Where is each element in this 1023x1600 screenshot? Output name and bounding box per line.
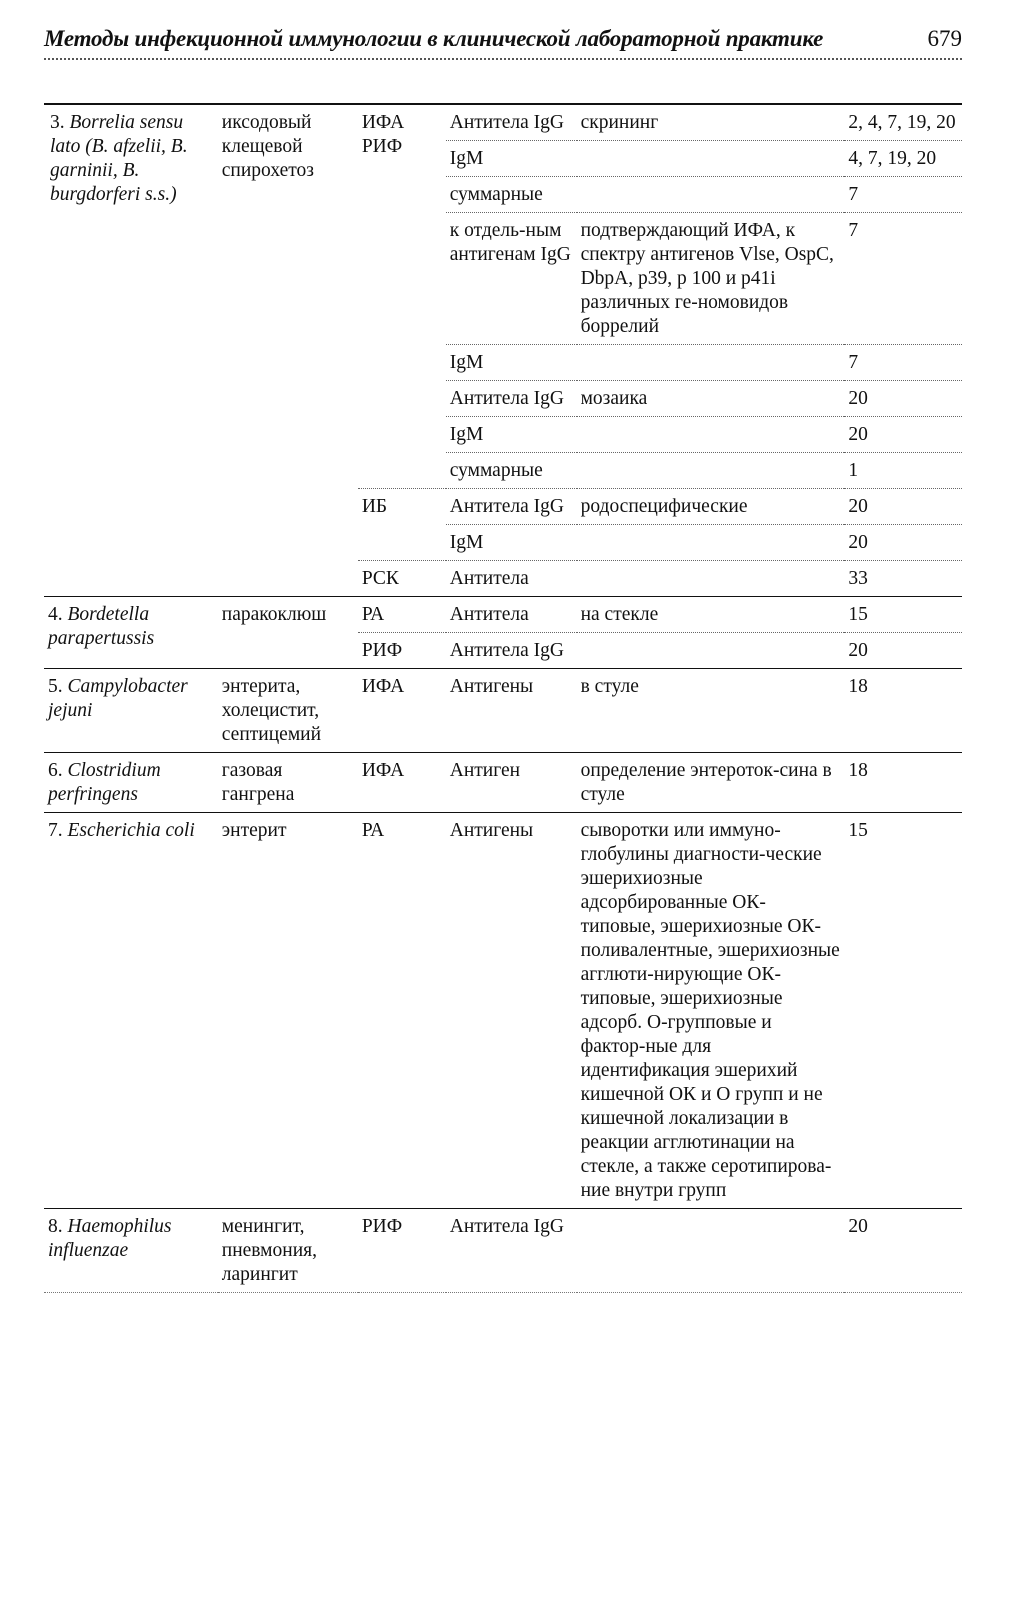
reference-cell: 20 bbox=[844, 1209, 962, 1293]
reference-cell: 33 bbox=[844, 561, 962, 597]
reference-cell: 1 bbox=[844, 453, 962, 489]
reference-cell: 4, 7, 19, 20 bbox=[844, 141, 962, 177]
disease-cell: менингит, пневмония, ларингит bbox=[218, 1209, 358, 1293]
organism-cell: 7. Escherichia coli bbox=[44, 813, 218, 1209]
disease-cell: газовая гангрена bbox=[218, 753, 358, 813]
target-cell: Антиген bbox=[446, 753, 577, 813]
method-cell: ИБ bbox=[358, 489, 446, 561]
target-cell: суммарные bbox=[446, 453, 577, 489]
organism-cell: 3. Borrelia sensu lato (B. afzelii, B. garninii, B. burgdorferi s.s.) bbox=[44, 104, 218, 597]
note-cell bbox=[577, 453, 845, 489]
target-cell: к отдель-ным антигенам IgG bbox=[446, 213, 577, 345]
target-cell: Антигены bbox=[446, 669, 577, 753]
target-cell: Антитела IgG bbox=[446, 633, 577, 669]
target-cell: Антитела IgG bbox=[446, 489, 577, 525]
note-cell: определение энтероток-сина в стуле bbox=[577, 753, 845, 813]
note-cell bbox=[577, 141, 845, 177]
header-divider bbox=[44, 58, 962, 60]
note-cell bbox=[577, 417, 845, 453]
target-cell: Антитела bbox=[446, 597, 577, 633]
reference-cell: 20 bbox=[844, 381, 962, 417]
note-cell bbox=[577, 525, 845, 561]
method-cell: РИФ bbox=[358, 1209, 446, 1293]
organism-name: Escherichia coli bbox=[67, 820, 195, 841]
disease-cell: энтерита, холецистит, септицемий bbox=[218, 669, 358, 753]
reference-cell: 7 bbox=[844, 213, 962, 345]
target-cell: IgM bbox=[446, 345, 577, 381]
target-cell: IgM bbox=[446, 141, 577, 177]
organism-cell: 8. Haemophilus influenzae bbox=[44, 1209, 218, 1293]
note-cell: сыворотки или иммуно-глобулины диагности-ческие эшерихиозные адсорбированные ОК-типовые, эшерихиозные ОК-поливалентные, эшерихиозные агглюти-нирующие ОК-типовые, эшерихиозные адсорб. О-групповые и фактор-ные для идентификация эшерихий кишечной ОК и О групп и не кишечной локализации в реакции агглютинации на стекле, а также серотипирова-ние внутри групп bbox=[577, 813, 845, 1209]
method-cell: РА bbox=[358, 813, 446, 1209]
reference-cell: 7 bbox=[844, 345, 962, 381]
table-row bbox=[44, 753, 962, 813]
method-cell: РА bbox=[358, 597, 446, 633]
reference-cell: 20 bbox=[844, 525, 962, 561]
table-row bbox=[44, 104, 962, 141]
reference-cell: 18 bbox=[844, 669, 962, 753]
note-cell bbox=[577, 633, 845, 669]
note-cell: в стуле bbox=[577, 669, 845, 753]
note-cell bbox=[577, 177, 845, 213]
note-cell: скрининг bbox=[577, 104, 845, 141]
table-row bbox=[44, 813, 962, 1209]
note-cell bbox=[577, 345, 845, 381]
reference-cell: 15 bbox=[844, 813, 962, 1209]
target-cell: IgM bbox=[446, 417, 577, 453]
target-cell: суммарные bbox=[446, 177, 577, 213]
reference-cell: 20 bbox=[844, 633, 962, 669]
page-header bbox=[44, 26, 962, 66]
note-cell bbox=[577, 561, 845, 597]
method-cell: ИФА bbox=[358, 669, 446, 753]
target-cell: Антигены bbox=[446, 813, 577, 1209]
target-cell: Антитела bbox=[446, 561, 577, 597]
method-cell: ИФА РИФ bbox=[358, 104, 446, 489]
target-cell: Антитела IgG bbox=[446, 104, 577, 141]
methods-table bbox=[44, 103, 962, 1293]
organism-name: Borrelia sensu lato (B. afzelii, B. garninii, B. burgdorferi s.s.) bbox=[50, 112, 188, 205]
organism-name: Bordetella parapertussis bbox=[48, 604, 155, 649]
target-cell: IgM bbox=[446, 525, 577, 561]
method-cell: РСК bbox=[358, 561, 446, 597]
reference-cell: 2, 4, 7, 19, 20 bbox=[844, 104, 962, 141]
organism-cell: 4. Bordetella parapertussis bbox=[44, 597, 218, 669]
target-cell: Антитела IgG bbox=[446, 1209, 577, 1293]
method-cell: ИФА bbox=[358, 753, 446, 813]
page-number: 679 bbox=[927, 26, 962, 51]
reference-cell: 7 bbox=[844, 177, 962, 213]
table-row bbox=[44, 597, 962, 633]
organism-name: Campylobacter jejuni bbox=[48, 676, 188, 721]
organism-cell: 5. Campylobacter jejuni bbox=[44, 669, 218, 753]
note-cell: подтверждающий ИФА, к спектру антигенов Vlse, OspC, DbpA, p39, p 100 и p41i различных ге-номовидов боррелий bbox=[577, 213, 845, 345]
disease-cell: энтерит bbox=[218, 813, 358, 1209]
organism-name: Clostridium perfringens bbox=[48, 760, 161, 805]
reference-cell: 15 bbox=[844, 597, 962, 633]
table-row bbox=[44, 1209, 962, 1293]
note-cell: на стекле bbox=[577, 597, 845, 633]
reference-cell: 20 bbox=[844, 417, 962, 453]
reference-cell: 20 bbox=[844, 489, 962, 525]
table-row bbox=[44, 669, 962, 753]
running-title: Методы инфекционной иммунологии в клинической лабораторной практике bbox=[44, 26, 824, 51]
organism-cell: 6. Clostridium perfringens bbox=[44, 753, 218, 813]
disease-cell: паракоклюш bbox=[218, 597, 358, 669]
disease-cell: иксодовый клещевой спирохетоз bbox=[218, 104, 358, 597]
note-cell bbox=[577, 1209, 845, 1293]
note-cell: мозаика bbox=[577, 381, 845, 417]
note-cell: родоспецифические bbox=[577, 489, 845, 525]
reference-cell: 18 bbox=[844, 753, 962, 813]
organism-name: Haemophilus influenzae bbox=[48, 1216, 172, 1261]
method-cell: РИФ bbox=[358, 633, 446, 669]
target-cell: Антитела IgG bbox=[446, 381, 577, 417]
